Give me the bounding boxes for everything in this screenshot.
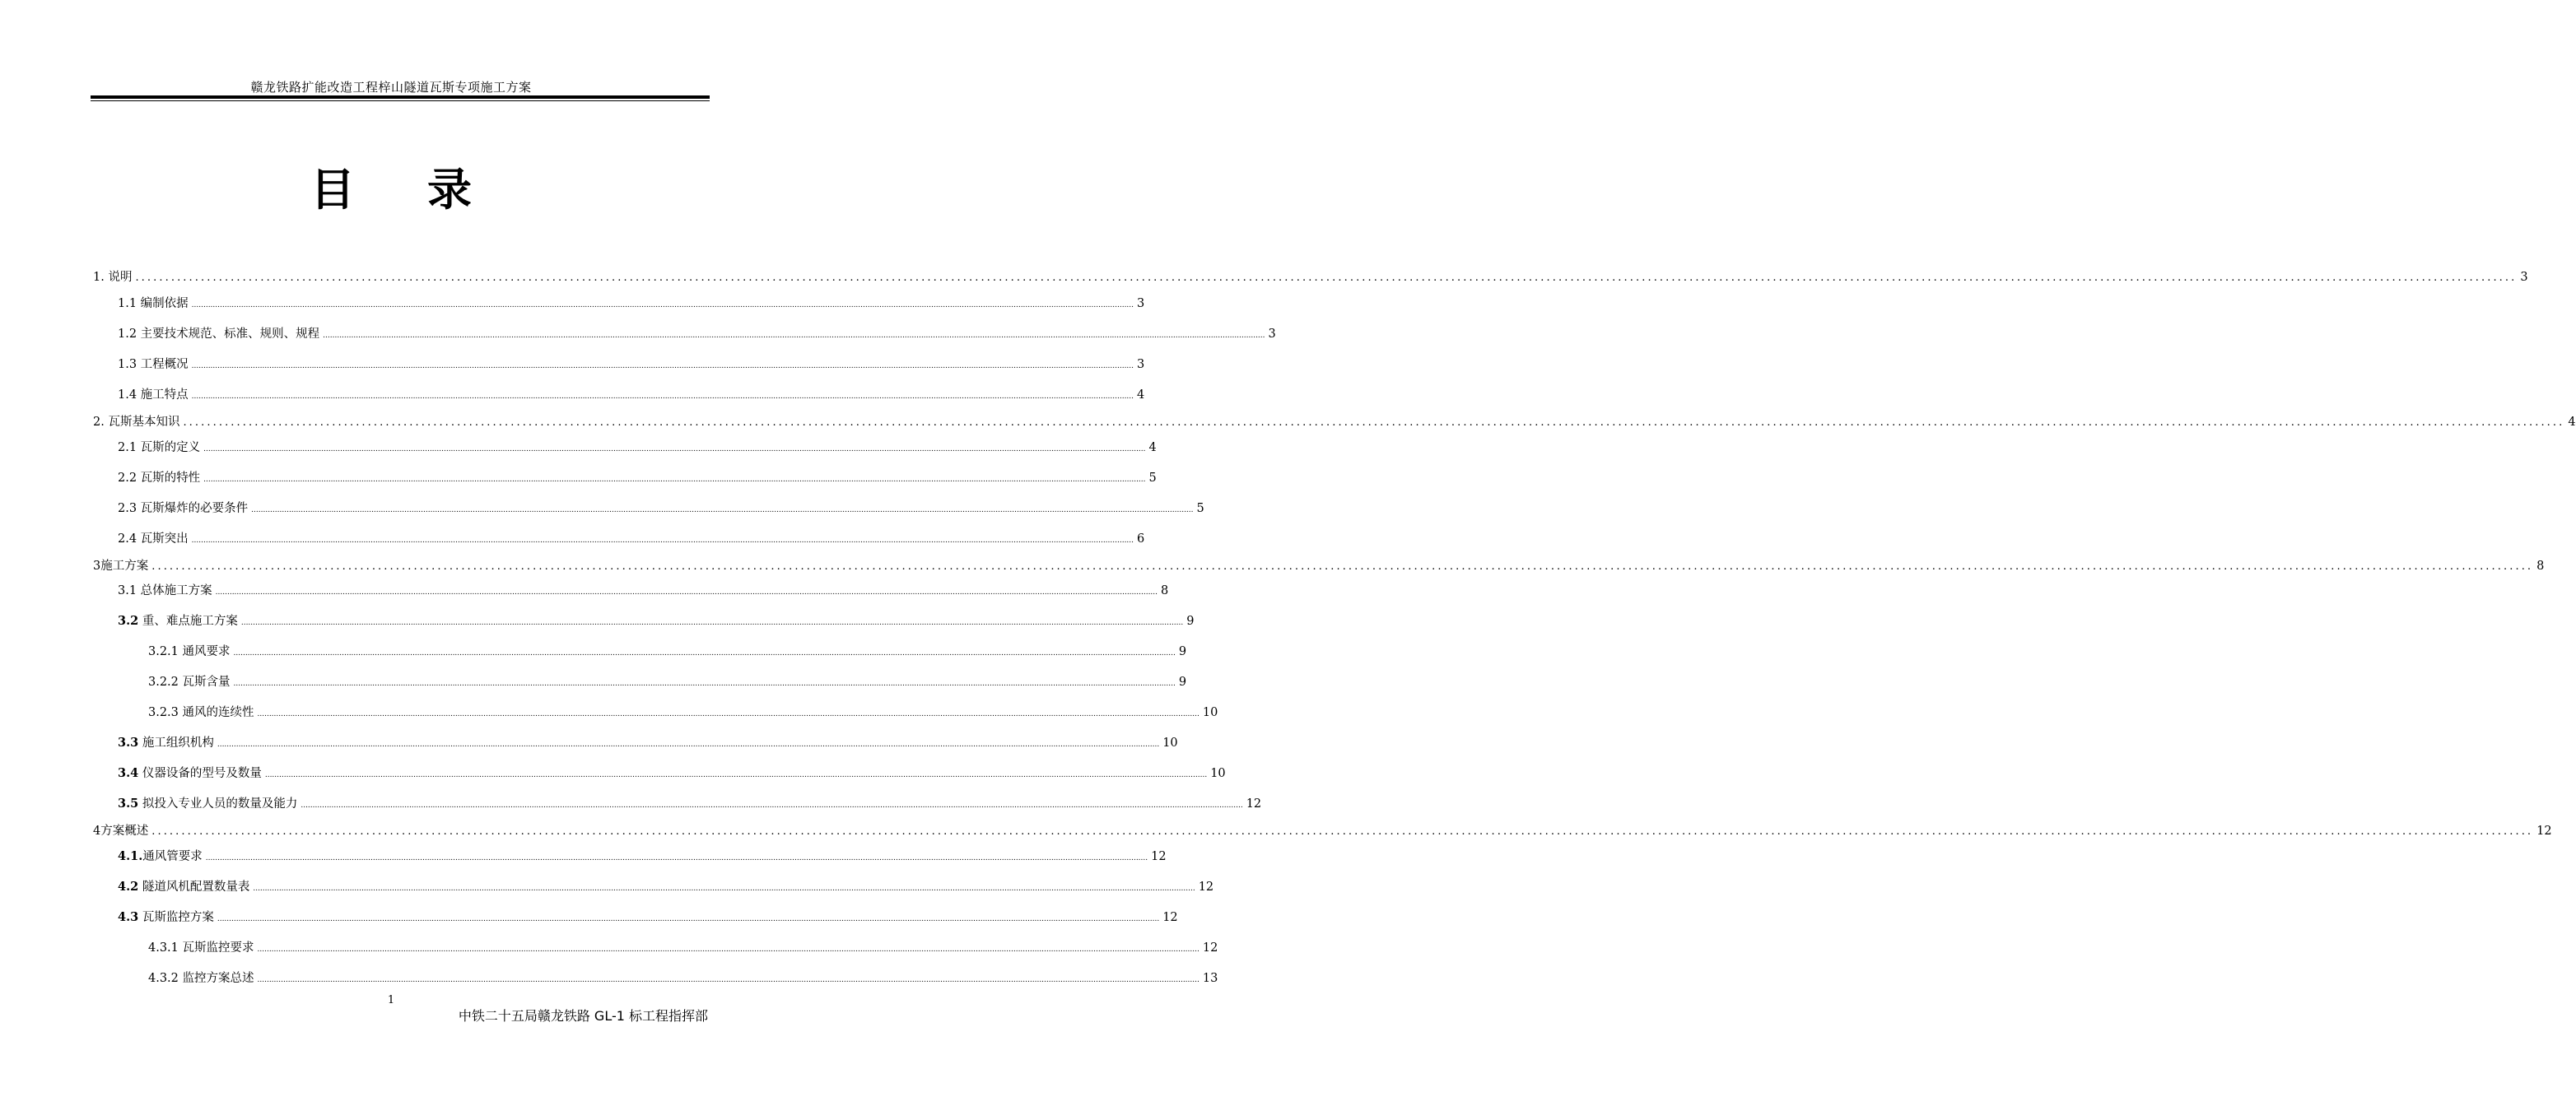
toc-entry-label [118,611,238,629]
toc-entry-text: 施工方案 [100,560,149,573]
toc-entry-label [93,267,132,285]
toc-entry-label [118,355,189,372]
toc-entry-text: 主要技术规范、标准、规则、规程 [140,328,320,341]
toc-entry-label [148,642,231,659]
toc-entry-text: 重、难点施工方案 [142,615,238,628]
toc-entry-page: 3 [2520,271,2528,284]
toc-entry[interactable] [148,642,1187,660]
toc-entry-label [93,556,148,574]
toc-entry-number: 4.1. [118,849,143,863]
toc-entry[interactable] [118,764,1226,782]
toc-entry-label [118,529,189,546]
toc-entry-label [118,908,214,925]
toc-dot-leader: ................................................................................................................................................................................................................................................................................................................................................................................................................ [300,802,1243,810]
footer-organization: 中铁二十五局赣龙铁路 GL-1 标工程指挥部 [458,1008,708,1024]
toc-entry-text: 瓦斯爆炸的必要条件 [140,502,249,515]
toc-entry-label [93,821,148,839]
toc-dot-leader: ................................................................................................................................................................................................................................................................................................................................................................................................................ [257,946,1199,954]
toc-entry-text: 通风的连续性 [182,706,254,719]
toc-entry-number: 3.4 [118,766,139,780]
toc-entry[interactable] [118,529,1145,547]
toc-entry-label [148,703,254,720]
toc-entry-text: 施工特点 [140,388,189,402]
toc-entry-page: 12 [1246,797,1262,811]
toc-dot-leader: ................................................................................................................................................................................................................................................................................................................................................................................................................ [251,506,1194,514]
toc-entry-number: 2.2 [118,472,137,485]
toc-entry-text: 总体施工方案 [140,584,212,597]
toc-entry-text: 瓦斯基本知识 [108,416,180,429]
toc-entry[interactable] [93,556,2545,574]
toc-entry[interactable] [148,703,1218,721]
toc-entry-text: 工程概况 [140,358,189,371]
toc-entry-label [118,385,189,402]
toc-heading [0,161,782,219]
toc-entry[interactable] [118,611,1195,630]
header-rule-thin [91,100,710,101]
toc-entry[interactable] [118,468,1157,486]
toc-dot-leader: ................................................................................................................................................................................................................................................................................................................................................................................................................ [233,649,1176,658]
toc-dot-leader: ................................................................................................................................................................................................................................................................................................................................................................................................................ [191,537,1134,545]
toc-entry-text: 施工组织机构 [142,737,214,750]
toc-entry-text: 编制依据 [140,297,189,310]
toc-entry-number: 1.2 [118,328,137,341]
header-rule-thick [91,95,710,99]
toc-entry-text: 瓦斯的特性 [140,472,201,485]
toc-entry-text: 隧道风机配置数量表 [142,881,250,894]
toc-entry-page: 12 [1162,911,1178,924]
toc-entry-page: 4 [2568,416,2576,429]
toc-heading-char-2: 录 [427,164,472,216]
toc-entry-page: 5 [1148,472,1157,485]
toc-dot-leader: ................................................................................................................................................................................................................................................................................................................................................................................................................ [205,854,1148,862]
toc-dot-leader: ................................................................................................................................................................................................................................................................................................................................................................................................................ [240,619,1184,627]
toc-entry-text: 瓦斯的定义 [140,441,201,454]
toc-entry-page: 6 [1137,532,1145,546]
toc-dot-leader: ................................................................................................................................................................................................................................................................................................................................................................................................................ [257,976,1199,984]
toc-dot-leader: ................................................................................................................................................................................................................................................................................................................................................................................................................ [217,915,1160,923]
toc-entry[interactable] [118,355,1145,373]
toc-entry-number: 1. [93,271,105,284]
toc-entry[interactable] [118,847,1167,865]
toc-entry-label [118,733,214,750]
toc-entry-page: 10 [1162,737,1178,750]
toc-dot-leader: ................................................................................................................................................................................................................................................................................................................................................................................................................ [183,416,2565,429]
toc-entry-number: 2.3 [118,502,137,515]
toc-entry-page: 5 [1196,502,1204,515]
toc-entry-label [118,468,200,486]
toc-entry-page: 12 [1198,881,1214,894]
toc-entry-page: 4 [1137,388,1145,402]
toc-entry-text: 瓦斯含量 [182,676,231,689]
toc-entry-text: 瓦斯监控方案 [142,911,214,924]
toc-entry-page: 8 [1161,584,1169,597]
toc-entry-page: 10 [1202,706,1218,719]
toc-entry-number: 4.3 [118,910,139,924]
toc-entry-label [118,764,262,781]
toc-entry-label [118,438,200,455]
toc-dot-leader: ................................................................................................................................................................................................................................................................................................................................................................................................................ [323,332,1265,340]
toc-entry-number: 4 [93,825,101,838]
toc-entry-text: 方案概述 [100,825,149,838]
toc-entry[interactable] [148,969,1218,987]
toc-entry[interactable] [118,385,1145,403]
toc-heading-char-1: 目 [310,164,355,216]
toc-dot-leader: ................................................................................................................................................................................................................................................................................................................................................................................................................ [135,272,2518,284]
toc-entry-label [118,847,203,864]
toc-entry-page: 3 [1137,297,1145,310]
toc-entry-page: 3 [1137,358,1145,371]
toc-entry-number: 1.4 [118,388,137,402]
toc-dot-leader: ................................................................................................................................................................................................................................................................................................................................................................................................................ [203,445,1146,453]
toc-entry[interactable] [118,733,1178,751]
toc-entry-page: 9 [1178,645,1187,658]
toc-dot-leader: ................................................................................................................................................................................................................................................................................................................................................................................................................ [257,710,1199,718]
toc-entry-label [118,581,212,598]
toc-entry-number: 4.3.1 [148,941,179,955]
toc-entry[interactable] [118,877,1214,895]
toc-entry-number: 3.1 [118,584,137,597]
toc-entry[interactable] [118,294,1145,312]
toc-entry-label [148,938,254,955]
toc-entry-page: 9 [1178,676,1187,689]
toc-entry-number: 3 [93,560,101,573]
toc-entry-text: 仪器设备的型号及数量 [142,767,262,780]
toc-entry-number: 4.3.2 [148,972,179,985]
toc-entry[interactable] [93,412,2576,430]
toc-entry-number: 1.3 [118,358,137,371]
toc-entry-number: 3.5 [118,797,139,811]
toc-entry-page: 9 [1186,615,1195,628]
toc-entry-label [118,294,189,311]
toc-dot-leader: ................................................................................................................................................................................................................................................................................................................................................................................................................ [253,885,1195,893]
toc-entry-page: 4 [1148,441,1157,454]
toc-dot-leader: ................................................................................................................................................................................................................................................................................................................................................................................................................ [264,771,1208,779]
running-header: 赣龙铁路扩能改造工程梓山隧道瓦斯专项施工方案 [250,80,532,95]
toc-entry-page: 12 [2536,825,2552,838]
toc-entry[interactable] [118,908,1178,926]
toc-entry-label [118,324,319,342]
toc-entry-number: 4.2 [118,880,139,894]
toc-entry-number: 3.2.2 [148,676,179,689]
toc-entry-page: 12 [1151,850,1167,863]
toc-entry[interactable] [118,794,1262,812]
toc-entry-text: 瓦斯监控要求 [182,941,254,955]
toc-entry-number: 3.2.3 [148,706,179,719]
toc-entry-page: 10 [1210,767,1226,780]
toc-entry-label [118,794,297,811]
toc-entry-label [93,412,179,430]
toc-entry-text: 说明 [108,271,133,284]
toc-entry-label [118,499,248,516]
toc-entry[interactable] [148,672,1187,690]
toc-entry[interactable] [118,438,1157,456]
toc-entry-number: 3.3 [118,736,139,750]
toc-entry-number: 2.4 [118,532,137,546]
toc-dot-leader: ................................................................................................................................................................................................................................................................................................................................................................................................................ [203,476,1146,484]
page-number: 1 [387,994,395,1006]
toc-entry[interactable] [118,581,1169,599]
toc-entry-number: 2.1 [118,441,137,454]
toc-entry-text: 通风管要求 [142,850,203,863]
toc-entry-text: 拟投入专业人员的数量及能力 [142,797,298,811]
toc-entry-number: 1.1 [118,297,137,310]
toc-entry-text: 通风要求 [182,645,231,658]
toc-entry-text: 瓦斯突出 [140,532,189,546]
toc-dot-leader: ................................................................................................................................................................................................................................................................................................................................................................................................................ [215,588,1158,597]
toc-entry-label [148,969,254,986]
toc-entry[interactable] [93,821,2552,839]
toc-entry-label [118,877,249,895]
toc-entry-page: 13 [1202,972,1218,985]
toc-entry-number: 3.2 [118,614,139,628]
toc-dot-leader: ................................................................................................................................................................................................................................................................................................................................................................................................................ [151,825,2534,838]
toc-entry[interactable] [118,499,1204,517]
toc-dot-leader: ................................................................................................................................................................................................................................................................................................................................................................................................................ [217,741,1160,749]
toc-entry-number: 2. [93,416,105,429]
toc-dot-leader: ................................................................................................................................................................................................................................................................................................................................................................................................................ [191,393,1134,401]
toc-dot-leader: ................................................................................................................................................................................................................................................................................................................................................................................................................ [151,560,2534,573]
toc-dot-leader: ................................................................................................................................................................................................................................................................................................................................................................................................................ [191,301,1134,309]
toc-entry-page: 8 [2536,560,2545,573]
toc-entry-page: 12 [1202,941,1218,955]
toc-dot-leader: ................................................................................................................................................................................................................................................................................................................................................................................................................ [191,362,1134,370]
toc-entry[interactable] [148,938,1218,956]
toc-entry[interactable] [118,324,1276,342]
toc-entry-number: 3.2.1 [148,645,179,658]
toc-entry[interactable] [93,267,2528,286]
toc-dot-leader: ................................................................................................................................................................................................................................................................................................................................................................................................................ [233,680,1176,688]
toc-entry-page: 3 [1268,328,1276,341]
toc-entry-text: 监控方案总述 [182,972,254,985]
toc-entry-label [148,672,231,690]
